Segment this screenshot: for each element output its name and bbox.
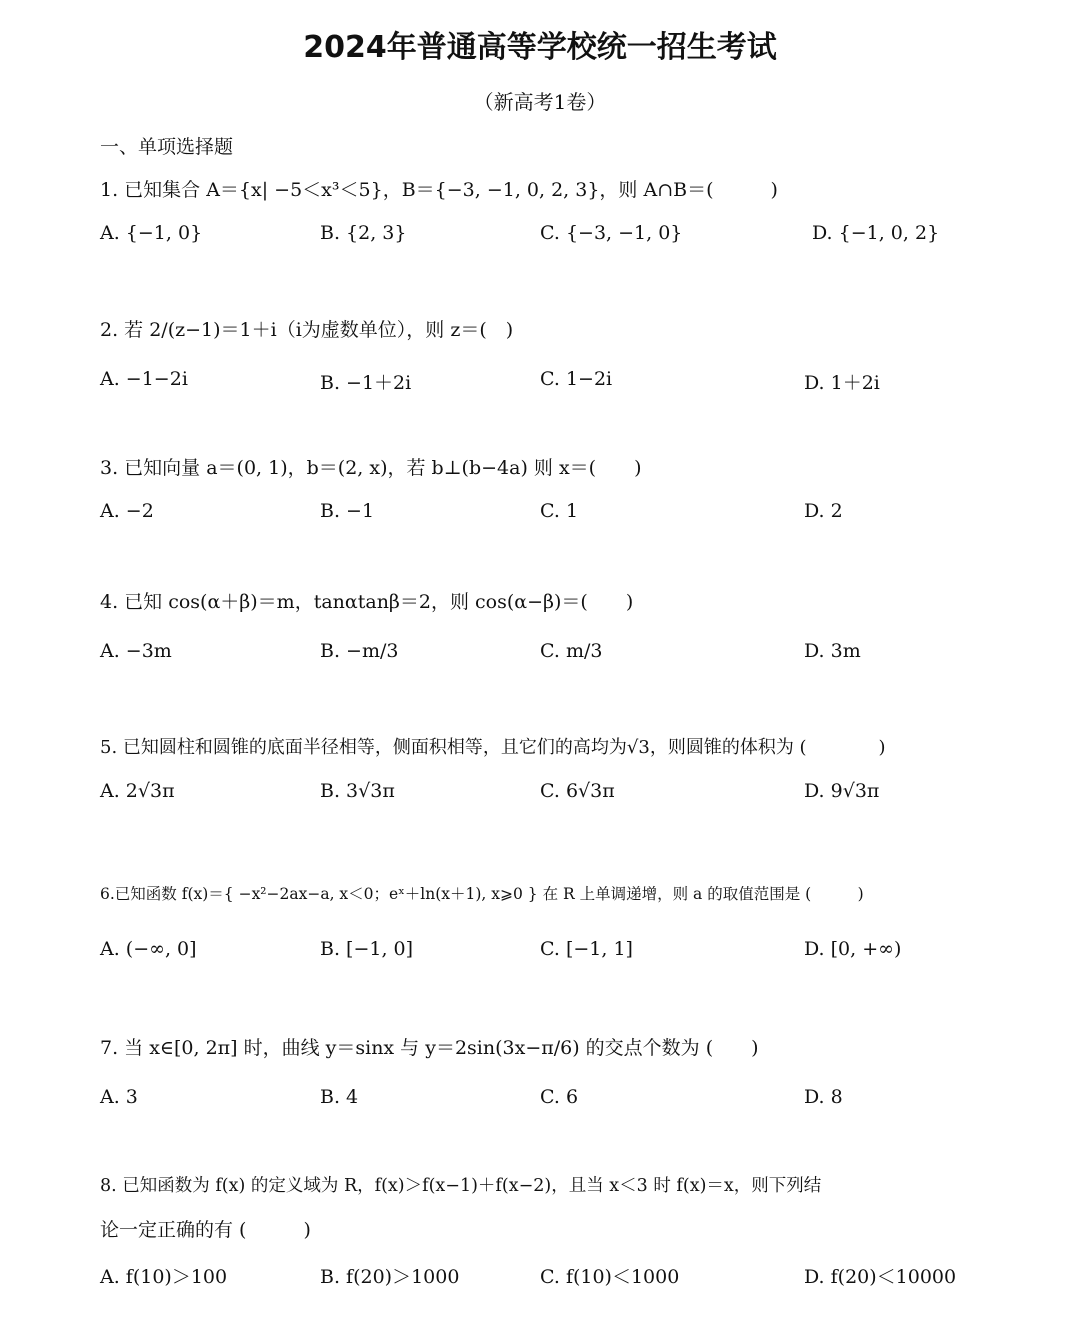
question-4-option-d: D. 3m xyxy=(804,640,861,662)
question-3-option-b: B. −1 xyxy=(320,500,375,522)
question-1-option-a: A. {−1, 0} xyxy=(100,222,203,244)
question-6-option-d: D. [0, +∞) xyxy=(804,938,902,960)
question-6-option-a: A. (−∞, 0] xyxy=(100,938,197,960)
question-3-stem: 3. 已知向量 a＝(0, 1)，b＝(2, x)，若 b⊥(b−4a) 则 x＝( ) xyxy=(100,457,642,479)
question-7-stem: 7. 当 x∈[0, 2π] 时，曲线 y＝sinx 与 y＝2sin(3x−π/6) 的交点个数为 ( ) xyxy=(100,1037,759,1059)
question-5-option-a: A. 2√3π xyxy=(100,780,175,802)
question-4-option-b: B. −m/3 xyxy=(320,640,399,662)
question-5-option-c: C. 6√3π xyxy=(540,780,615,802)
question-3-option-a: A. −2 xyxy=(100,500,154,522)
question-4-stem: 4. 已知 cos(α＋β)＝m，tanαtanβ＝2，则 cos(α−β)＝( ) xyxy=(100,591,634,613)
question-5-option-d: D. 9√3π xyxy=(804,780,880,802)
question-2-option-d: D. 1＋2i xyxy=(804,372,880,394)
question-6-stem: 6.已知函数 f(x)＝{ −x²−2ax−a, x＜0；eˣ＋ln(x＋1), x⩾0 } 在 R 上单调递增，则 a 的取值范围是 ( ) xyxy=(100,885,864,903)
question-3-option-c: C. 1 xyxy=(540,500,579,522)
question-8-option-b: B. f(20)＞1000 xyxy=(320,1266,460,1288)
question-6-option-c: C. [−1, 1] xyxy=(540,938,633,960)
question-7-option-c: C. 6 xyxy=(540,1086,579,1108)
question-7-option-d: D. 8 xyxy=(804,1086,843,1108)
question-1-stem: 1. 已知集合 A＝{x| −5＜x³＜5}，B＝{−3, −1, 0, 2, 3}，则 A∩B＝( ) xyxy=(100,179,778,201)
exam-subtitle: （新高考1卷） xyxy=(473,90,607,114)
question-4-option-a: A. −3m xyxy=(100,640,172,662)
question-2-option-b: B. −1＋2i xyxy=(320,372,412,394)
question-8-option-d: D. f(20)＜10000 xyxy=(804,1266,957,1288)
question-1-option-d: D. {−1, 0, 2} xyxy=(812,222,940,244)
question-5-stem: 5. 已知圆柱和圆锥的底面半径相等，侧面积相等，且它们的高均为√3，则圆锥的体积为 ( ) xyxy=(100,737,886,758)
question-2-stem: 2. 若 2/(z−1)＝1＋i（i为虚数单位），则 z＝( ) xyxy=(100,319,514,341)
question-2-option-a: A. −1−2i xyxy=(100,368,188,390)
question-1-option-b: B. {2, 3} xyxy=(320,222,407,244)
question-7-option-b: B. 4 xyxy=(320,1086,359,1108)
question-8-stem-line2: 论一定正确的有 ( ) xyxy=(100,1219,311,1241)
exam-title: 2024年普通高等学校统一招生考试 xyxy=(303,30,777,65)
question-4-option-c: C. m/3 xyxy=(540,640,603,662)
question-7-option-a: A. 3 xyxy=(100,1086,138,1108)
question-8-option-a: A. f(10)＞100 xyxy=(100,1266,228,1288)
question-1-option-c: C. {−3, −1, 0} xyxy=(540,222,683,244)
question-2-option-c: C. 1−2i xyxy=(540,368,613,390)
question-6-option-b: B. [−1, 0] xyxy=(320,938,414,960)
question-8-stem: 8. 已知函数为 f(x) 的定义域为 R，f(x)＞f(x−1)＋f(x−2)，且当 x＜3 时 f(x)＝x，则下列结 xyxy=(100,1176,822,1196)
section-title: 一、单项选择题 xyxy=(100,136,234,158)
question-5-option-b: B. 3√3π xyxy=(320,780,395,802)
question-3-option-d: D. 2 xyxy=(804,500,843,522)
question-8-option-c: C. f(10)＜1000 xyxy=(540,1266,680,1288)
